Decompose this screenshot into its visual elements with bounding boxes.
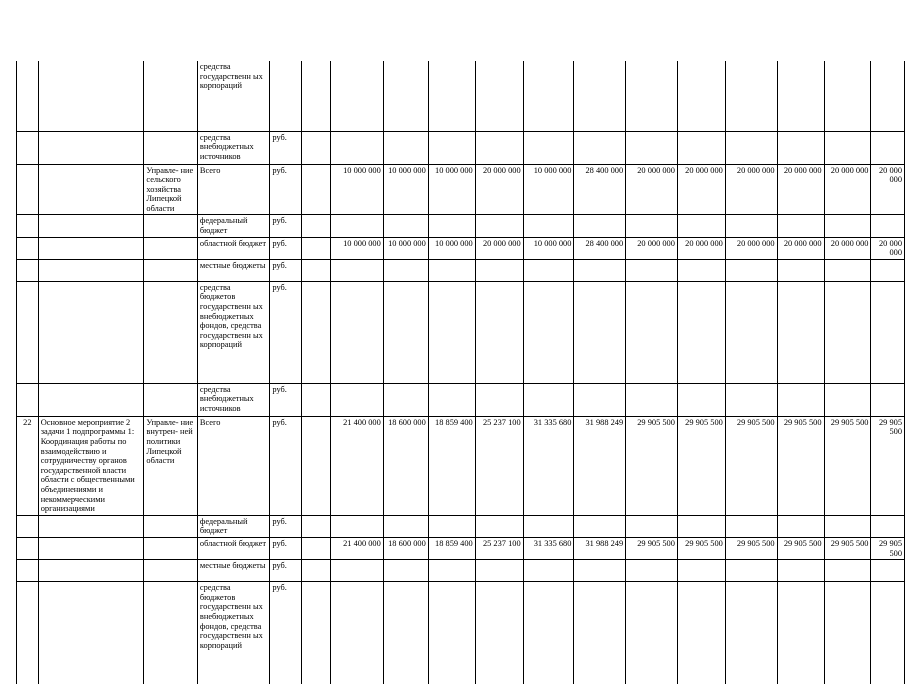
activity-name-cell <box>38 215 144 237</box>
amount-cell <box>475 281 523 383</box>
amount-cell <box>725 582 777 684</box>
amount-cell <box>523 560 574 582</box>
amount-cell: 25 237 100 <box>475 537 523 559</box>
amount-cell <box>677 560 725 582</box>
amount-cell: 29 905 500 <box>871 416 905 515</box>
amount-cell <box>383 259 428 281</box>
amount-cell <box>871 131 905 164</box>
amount-cell <box>677 515 725 537</box>
activity-name-cell <box>38 537 144 559</box>
amount-cell <box>475 582 523 684</box>
amount-cell <box>677 61 725 131</box>
amount-cell <box>383 61 428 131</box>
row-number-cell <box>17 582 39 684</box>
amount-cell: 29 905 500 <box>777 537 824 559</box>
amount-cell: 20 000 000 <box>725 237 777 259</box>
unit-cell: руб. <box>270 537 302 559</box>
amount-cell <box>626 582 678 684</box>
amount-cell <box>725 515 777 537</box>
row-number-cell <box>17 237 39 259</box>
amount-cell: 28 400 000 <box>574 237 626 259</box>
amount-cell <box>331 383 384 416</box>
empty-cell <box>301 515 330 537</box>
amount-cell <box>626 560 678 582</box>
unit-cell: руб. <box>270 131 302 164</box>
empty-cell <box>301 383 330 416</box>
table-row <box>17 416 905 515</box>
amount-cell <box>574 215 626 237</box>
amount-cell <box>331 560 384 582</box>
amount-cell <box>677 383 725 416</box>
amount-cell: 29 905 500 <box>871 537 905 559</box>
table-row <box>17 383 905 416</box>
funding-source-cell: федеральный бюджет <box>197 515 270 537</box>
amount-cell <box>574 281 626 383</box>
amount-cell: 21 400 000 <box>331 416 384 515</box>
empty-cell <box>301 537 330 559</box>
amount-cell <box>523 582 574 684</box>
amount-cell: 20 000 000 <box>626 237 678 259</box>
amount-cell <box>626 215 678 237</box>
amount-cell <box>331 281 384 383</box>
amount-cell <box>777 582 824 684</box>
amount-cell: 10 000 000 <box>523 164 574 215</box>
amount-cell <box>428 259 475 281</box>
amount-cell <box>626 515 678 537</box>
amount-cell: 20 000 000 <box>626 164 678 215</box>
amount-cell <box>871 515 905 537</box>
executor-cell <box>144 237 198 259</box>
empty-cell <box>301 61 330 131</box>
amount-cell <box>824 259 871 281</box>
amount-cell: 29 905 500 <box>677 416 725 515</box>
amount-cell <box>574 582 626 684</box>
amount-cell <box>777 560 824 582</box>
amount-cell <box>626 281 678 383</box>
activity-name-cell <box>38 259 144 281</box>
amount-cell <box>871 259 905 281</box>
amount-cell: 29 905 500 <box>824 416 871 515</box>
amount-cell <box>475 515 523 537</box>
executor-cell <box>144 215 198 237</box>
amount-cell <box>428 281 475 383</box>
row-number-cell <box>17 61 39 131</box>
row-number-cell <box>17 215 39 237</box>
unit-cell: руб. <box>270 416 302 515</box>
funding-source-cell: местные бюджеты <box>197 259 270 281</box>
amount-cell <box>725 383 777 416</box>
activity-name-cell <box>38 281 144 383</box>
amount-cell: 10 000 000 <box>383 164 428 215</box>
amount-cell <box>824 281 871 383</box>
funding-source-cell: средства бюджетов государственн ых внебюджетных фондов, средства государственн ых корпораций <box>197 281 270 383</box>
activity-name-cell: Основное мероприятие 2 задачи 1 подпрограммы 1: Координация работы по взаимодействию и сотрудничеству органов государственной власти области с общественными объединениями и некоммерческими организациями <box>38 416 144 515</box>
table-row <box>17 259 905 281</box>
unit-cell: руб. <box>270 515 302 537</box>
amount-cell <box>626 131 678 164</box>
amount-cell <box>871 61 905 131</box>
amount-cell <box>383 560 428 582</box>
executor-cell: Управле- ние сельского хозяйства Липецкой области <box>144 164 198 215</box>
empty-cell <box>301 281 330 383</box>
row-number-cell <box>17 259 39 281</box>
funding-source-cell: федеральный бюджет <box>197 215 270 237</box>
amount-cell <box>777 259 824 281</box>
row-number-cell <box>17 281 39 383</box>
funding-source-cell: средства внебюджетных источников <box>197 131 270 164</box>
empty-cell <box>301 131 330 164</box>
amount-cell: 18 600 000 <box>383 416 428 515</box>
table-row <box>17 61 905 131</box>
amount-cell <box>824 582 871 684</box>
empty-cell <box>301 416 330 515</box>
amount-cell <box>824 61 871 131</box>
amount-cell <box>777 515 824 537</box>
amount-cell: 31 335 680 <box>523 416 574 515</box>
table-row <box>17 281 905 383</box>
unit-cell: руб. <box>270 582 302 684</box>
amount-cell: 25 237 100 <box>475 416 523 515</box>
table-row <box>17 537 905 559</box>
table-row <box>17 515 905 537</box>
amount-cell <box>523 131 574 164</box>
table-row <box>17 560 905 582</box>
amount-cell <box>677 582 725 684</box>
amount-cell <box>383 515 428 537</box>
amount-cell: 18 600 000 <box>383 537 428 559</box>
funding-source-cell: Всего <box>197 164 270 215</box>
amount-cell: 10 000 000 <box>523 237 574 259</box>
activity-name-cell <box>38 164 144 215</box>
amount-cell <box>677 281 725 383</box>
unit-cell: руб. <box>270 383 302 416</box>
amount-cell <box>725 215 777 237</box>
activity-name-cell <box>38 61 144 131</box>
amount-cell <box>523 215 574 237</box>
amount-cell <box>824 215 871 237</box>
row-number-cell: 22 <box>17 416 39 515</box>
amount-cell: 20 000 000 <box>824 164 871 215</box>
amount-cell <box>383 281 428 383</box>
amount-cell <box>871 281 905 383</box>
row-number-cell <box>17 515 39 537</box>
amount-cell: 20 000 000 <box>677 237 725 259</box>
amount-cell <box>871 383 905 416</box>
activity-name-cell <box>38 383 144 416</box>
amount-cell: 20 000 000 <box>475 237 523 259</box>
executor-cell <box>144 537 198 559</box>
amount-cell: 18 859 400 <box>428 416 475 515</box>
amount-cell <box>428 61 475 131</box>
executor-cell: Управле- ние внутрен- ней политики Липецкой области <box>144 416 198 515</box>
amount-cell <box>777 281 824 383</box>
empty-cell <box>301 215 330 237</box>
amount-cell: 29 905 500 <box>626 537 678 559</box>
amount-cell: 10 000 000 <box>331 164 384 215</box>
amount-cell <box>871 215 905 237</box>
row-number-cell <box>17 383 39 416</box>
amount-cell: 10 000 000 <box>428 164 475 215</box>
amount-cell: 29 905 500 <box>626 416 678 515</box>
executor-cell <box>144 582 198 684</box>
amount-cell <box>475 259 523 281</box>
amount-cell: 20 000 000 <box>777 237 824 259</box>
unit-cell: руб. <box>270 281 302 383</box>
amount-cell <box>331 215 384 237</box>
amount-cell <box>383 582 428 684</box>
funding-source-cell: средства государственн ых корпораций <box>197 61 270 131</box>
amount-cell <box>677 131 725 164</box>
amount-cell: 20 000 000 <box>871 237 905 259</box>
amount-cell <box>331 515 384 537</box>
amount-cell: 29 905 500 <box>677 537 725 559</box>
amount-cell <box>523 281 574 383</box>
amount-cell: 29 905 500 <box>777 416 824 515</box>
row-number-cell <box>17 560 39 582</box>
amount-cell <box>626 61 678 131</box>
unit-cell: руб. <box>270 259 302 281</box>
executor-cell <box>144 61 198 131</box>
unit-cell: руб. <box>270 164 302 215</box>
budget-table <box>16 61 905 684</box>
amount-cell <box>523 61 574 131</box>
amount-cell <box>824 515 871 537</box>
executor-cell <box>144 383 198 416</box>
amount-cell: 10 000 000 <box>383 237 428 259</box>
amount-cell <box>725 560 777 582</box>
amount-cell: 18 859 400 <box>428 537 475 559</box>
amount-cell <box>824 383 871 416</box>
amount-cell <box>574 61 626 131</box>
table-row <box>17 131 905 164</box>
amount-cell <box>383 131 428 164</box>
amount-cell <box>428 383 475 416</box>
amount-cell <box>574 560 626 582</box>
executor-cell <box>144 131 198 164</box>
amount-cell: 29 905 500 <box>824 537 871 559</box>
activity-name-cell <box>38 237 144 259</box>
amount-cell <box>331 131 384 164</box>
empty-cell <box>301 560 330 582</box>
amount-cell <box>574 383 626 416</box>
amount-cell: 20 000 000 <box>824 237 871 259</box>
amount-cell <box>824 560 871 582</box>
amount-cell <box>428 131 475 164</box>
amount-cell <box>574 131 626 164</box>
unit-cell <box>270 61 302 131</box>
amount-cell <box>428 582 475 684</box>
amount-cell: 20 000 000 <box>871 164 905 215</box>
amount-cell: 21 400 000 <box>331 537 384 559</box>
activity-name-cell <box>38 515 144 537</box>
amount-cell <box>871 582 905 684</box>
activity-name-cell <box>38 582 144 684</box>
amount-cell <box>523 383 574 416</box>
amount-cell <box>331 582 384 684</box>
amount-cell <box>777 383 824 416</box>
amount-cell: 31 335 680 <box>523 537 574 559</box>
amount-cell <box>677 259 725 281</box>
amount-cell <box>777 131 824 164</box>
executor-cell <box>144 560 198 582</box>
executor-cell <box>144 281 198 383</box>
funding-source-cell: областной бюджет <box>197 237 270 259</box>
row-number-cell <box>17 537 39 559</box>
empty-cell <box>301 164 330 215</box>
amount-cell: 28 400 000 <box>574 164 626 215</box>
executor-cell <box>144 515 198 537</box>
amount-cell <box>475 61 523 131</box>
amount-cell <box>331 259 384 281</box>
amount-cell <box>331 61 384 131</box>
unit-cell: руб. <box>270 215 302 237</box>
unit-cell: руб. <box>270 237 302 259</box>
amount-cell <box>574 259 626 281</box>
funding-source-cell: областной бюджет <box>197 537 270 559</box>
amount-cell: 20 000 000 <box>475 164 523 215</box>
amount-cell <box>383 215 428 237</box>
activity-name-cell <box>38 560 144 582</box>
amount-cell: 20 000 000 <box>777 164 824 215</box>
table-row <box>17 215 905 237</box>
amount-cell <box>428 215 475 237</box>
amount-cell <box>574 515 626 537</box>
funding-source-cell: Всего <box>197 416 270 515</box>
activity-name-cell <box>38 131 144 164</box>
row-number-cell <box>17 164 39 215</box>
amount-cell <box>725 131 777 164</box>
table-row <box>17 164 905 215</box>
table-row <box>17 582 905 684</box>
table-row <box>17 237 905 259</box>
funding-source-cell: местные бюджеты <box>197 560 270 582</box>
funding-source-cell: средства бюджетов государственн ых внебюджетных фондов, средства государственн ых корпораций <box>197 582 270 684</box>
amount-cell <box>725 259 777 281</box>
amount-cell <box>626 383 678 416</box>
empty-cell <box>301 582 330 684</box>
amount-cell <box>383 383 428 416</box>
amount-cell <box>475 131 523 164</box>
amount-cell: 10 000 000 <box>428 237 475 259</box>
amount-cell: 20 000 000 <box>725 164 777 215</box>
unit-cell: руб. <box>270 560 302 582</box>
amount-cell: 29 905 500 <box>725 416 777 515</box>
amount-cell <box>777 215 824 237</box>
amount-cell <box>677 215 725 237</box>
empty-cell <box>301 259 330 281</box>
amount-cell <box>475 215 523 237</box>
amount-cell <box>523 259 574 281</box>
amount-cell: 10 000 000 <box>331 237 384 259</box>
amount-cell: 20 000 000 <box>677 164 725 215</box>
amount-cell <box>475 560 523 582</box>
amount-cell: 31 988 249 <box>574 416 626 515</box>
amount-cell <box>725 61 777 131</box>
funding-source-cell: средства внебюджетных источников <box>197 383 270 416</box>
amount-cell <box>475 383 523 416</box>
amount-cell: 29 905 500 <box>725 537 777 559</box>
amount-cell <box>824 131 871 164</box>
empty-cell <box>301 237 330 259</box>
amount-cell <box>428 560 475 582</box>
amount-cell <box>428 515 475 537</box>
amount-cell: 31 988 249 <box>574 537 626 559</box>
amount-cell <box>626 259 678 281</box>
amount-cell <box>777 61 824 131</box>
executor-cell <box>144 259 198 281</box>
row-number-cell <box>17 131 39 164</box>
amount-cell <box>523 515 574 537</box>
amount-cell <box>871 560 905 582</box>
amount-cell <box>725 281 777 383</box>
